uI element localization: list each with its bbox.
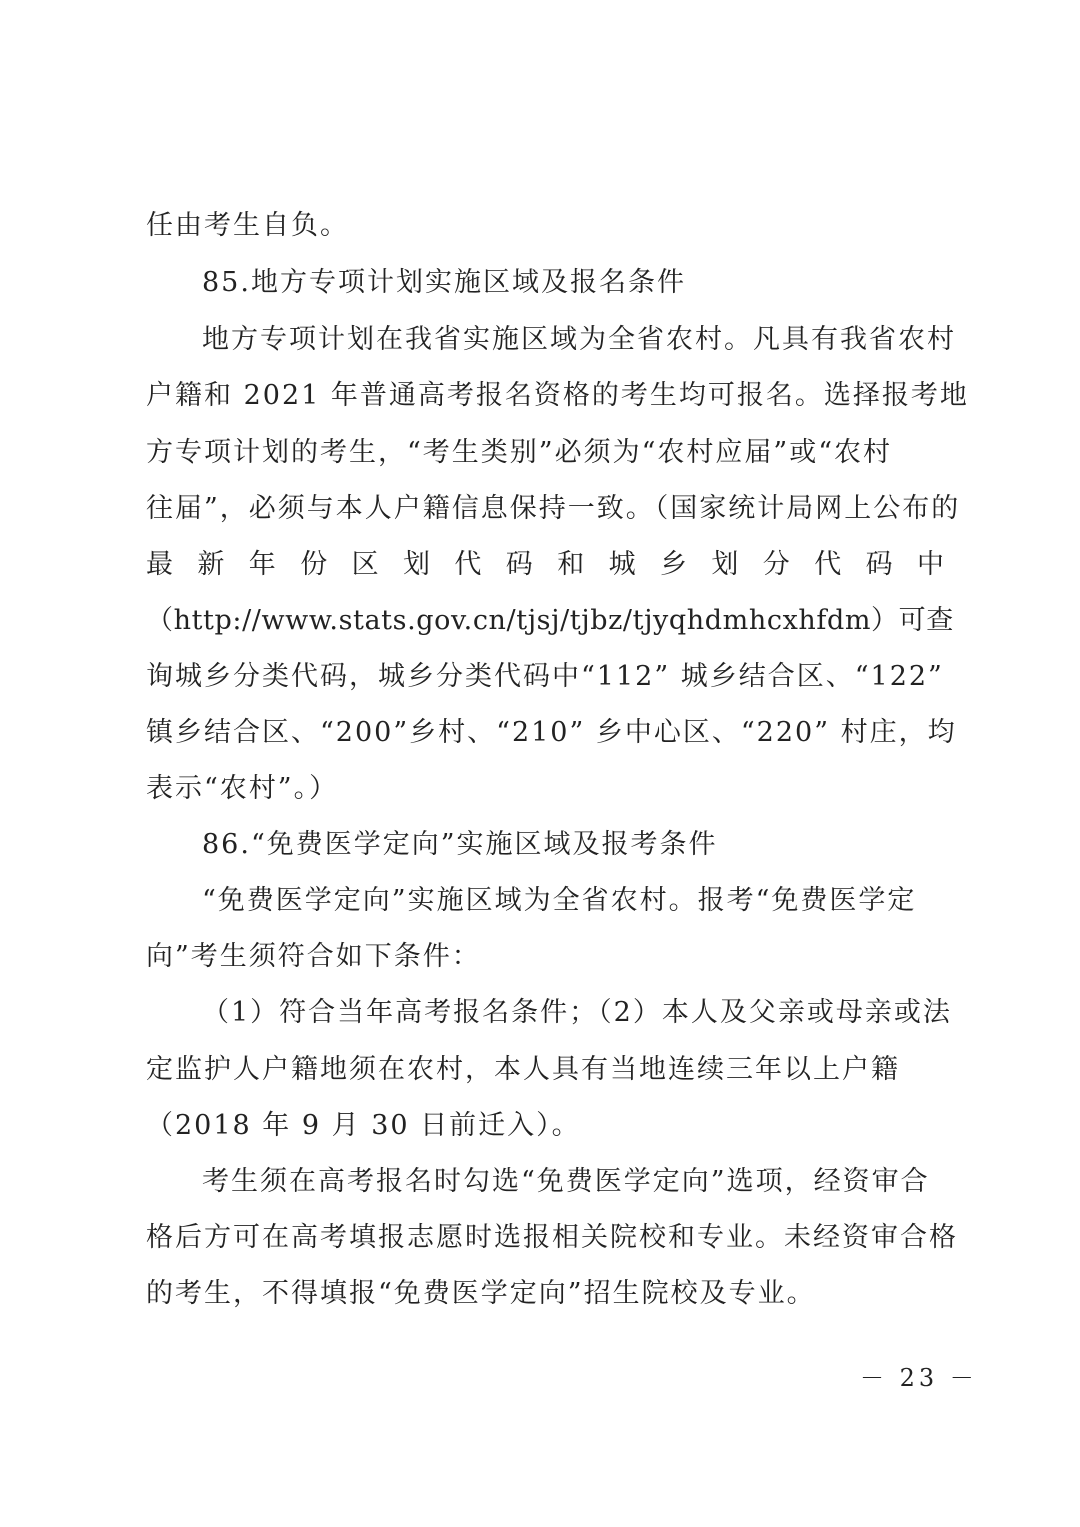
page-number: － 23 －	[860, 1364, 978, 1392]
body-text-line: 最新年份区划代码和城乡划分代码中	[146, 549, 946, 580]
url-text-line: （http://www.stats.gov.cn/tjsj/tjbz/tjyqhdmhcxhfdm）可查	[146, 605, 954, 636]
body-text-line: 往届”，必须与本人户籍信息保持一致。（国家统计局网上公布的	[146, 493, 961, 524]
body-text-line: 户籍和 2021 年普通高考报名资格的考生均可报名。选择报考地	[146, 380, 969, 411]
body-text-line: （1）符合当年高考报名条件；（2）本人及父亲或母亲或法	[202, 997, 952, 1028]
body-text-line: 方专项计划的考生，“考生类别”必须为“农村应届”或“农村	[146, 437, 893, 468]
body-text-line: 地方专项计划在我省实施区域为全省农村。凡具有我省农村	[202, 324, 956, 355]
body-text-line: 表示“农村”。）	[146, 773, 339, 804]
body-text-line: 定监护人户籍地须在农村，本人具有当地连续三年以上户籍	[146, 1054, 900, 1085]
section-heading-86: 86.“免费医学定向”实施区域及报考条件	[202, 829, 718, 860]
body-text-line: “免费医学定向”实施区域为全省农村。报考“免费医学定	[202, 885, 917, 916]
body-text-line: 考生须在高考报名时勾选“免费医学定向”选项，经资审合	[202, 1166, 930, 1197]
body-text-line: （2018 年 9 月 30 日前迁入）。	[146, 1110, 581, 1141]
section-heading-85: 85.地方专项计划实施区域及报名条件	[202, 267, 686, 298]
body-text-line: 向”考生须符合如下条件：	[146, 941, 481, 972]
body-text-line: 的考生，不得填报“免费医学定向”招生院校及专业。	[146, 1278, 816, 1309]
body-text-line: 任由考生自负。	[146, 210, 349, 241]
body-text-line: 格后方可在高考填报志愿时选报相关院校和专业。未经资审合格	[146, 1222, 958, 1253]
body-text-line: 询城乡分类代码，城乡分类代码中“112” 城乡结合区、“122”	[146, 661, 944, 692]
body-text-line: 镇乡结合区、“200”乡村、“210” 乡中心区、“220” 村庄，均	[146, 717, 957, 748]
